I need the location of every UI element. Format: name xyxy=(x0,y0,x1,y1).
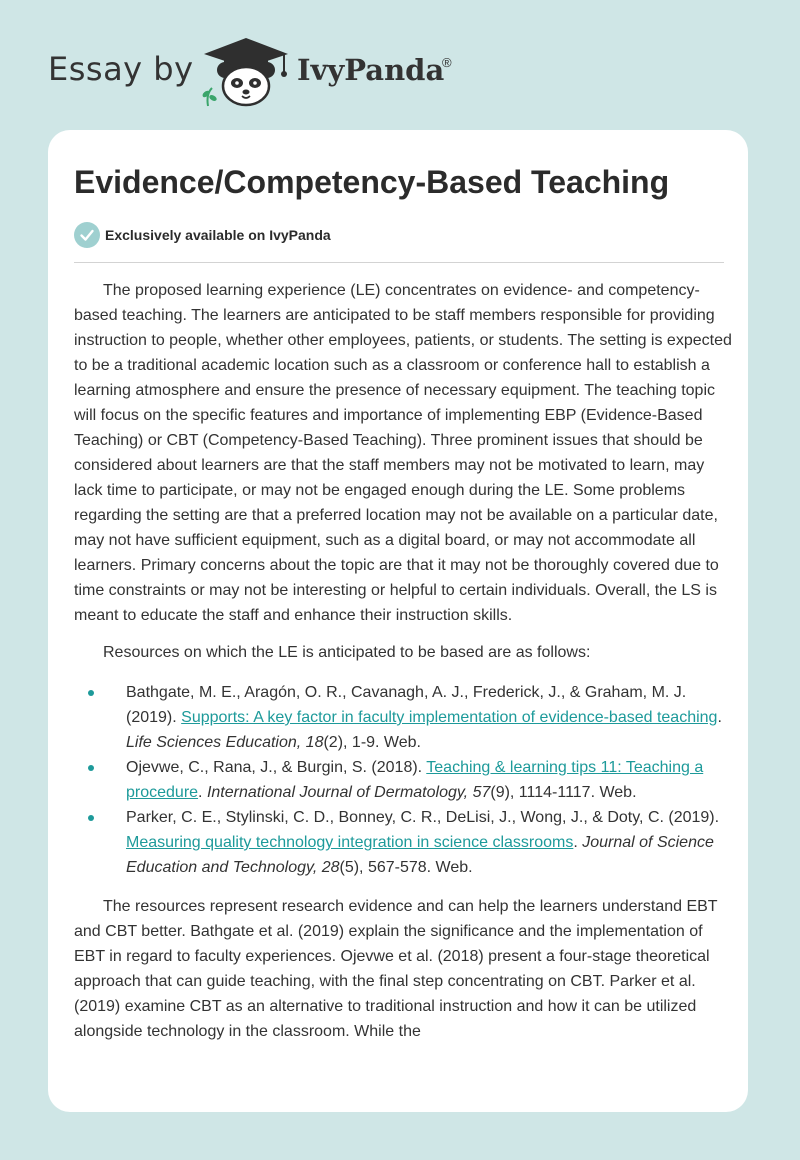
badge-text: Exclusively available on IvyPanda xyxy=(105,227,331,243)
reference-journal: Journal of Science Education and Technology, 28 xyxy=(126,834,714,876)
bullet-icon xyxy=(88,815,94,821)
brand-prefix: Essay by xyxy=(48,50,194,88)
bullet-icon xyxy=(88,690,94,696)
brand-name[interactable]: IvyPanda xyxy=(297,53,445,87)
reference-item xyxy=(74,755,734,805)
registered-mark: ® xyxy=(442,55,452,70)
reference-item xyxy=(74,805,734,880)
divider xyxy=(74,262,724,263)
reference-journal: International Journal of Dermatology, 57 xyxy=(206,784,491,801)
reference-authors: Ojevwe, C., Rana, J., & Burgin, S. (2018). xyxy=(126,759,427,776)
reference-details: (9), 1114-1117. Web. xyxy=(490,784,637,801)
reference-details: (5), 567-578. Web. xyxy=(339,859,473,876)
essay-card xyxy=(48,130,748,1112)
reference-link[interactable]: Measuring quality technology integration in science classrooms xyxy=(126,834,574,851)
site-header xyxy=(0,0,800,130)
reference-journal: Life Sciences Education, 18 xyxy=(126,734,324,751)
check-icon xyxy=(74,222,100,248)
reference-authors: Bathgate, M. E., Aragón, O. R., Cavanagh, A. J., Frederick, J., & Graham, M. J. (2019). xyxy=(126,684,687,726)
reference-punctuation: . xyxy=(717,709,722,726)
bullet-icon xyxy=(88,765,94,771)
reference-punctuation: . xyxy=(198,784,207,801)
reference-punctuation: . xyxy=(573,834,583,851)
paragraph-intro: The proposed learning experience (LE) concentrates on evidence- and competency-based teaching. The learners are anticipated to be staff members responsible for providing instruction to people, whether other employees, patients, or students. The setting is expected to be a traditional academic location such as a classroom or conference hall to establish a learning atmosphere and ensure the presence of necessary equipment. The teaching topic will focus on the specific features and importance of implementing EBP (Evidence-Based Teaching) or CBT (Competency-Based Teaching). Three prominent issues that should be considered about learners are that the staff members may not be motivated to learn, may lack time to participate, or may not be engaged enough during the LE. Some problems regarding the setting are that a preferred location may not be available on a particular date, may not have sufficient equipment, such as a digital board, or may not accommodate all learners. Primary concerns about the topic are that it may not be thoroughly covered due to time constraints or may not be interesting or helpful to certain individuals. Overall, the LS is meant to educate the staff and enhance their instruction skills. xyxy=(74,282,732,624)
reference-authors: Parker, C. E., Stylinski, C. D., Bonney, C. R., DeLisi, J., Wong, J., & Doty, C. (2019). xyxy=(126,809,720,826)
paragraph-resources-intro: Resources on which the LE is anticipated to be based are as follows: xyxy=(103,644,591,661)
reference-list xyxy=(74,680,734,880)
reference-link[interactable]: Supports: A key factor in faculty implementation of evidence-based teaching xyxy=(181,709,718,726)
reference-details: (2), 1-9. Web. xyxy=(323,734,421,751)
paragraph-discussion: The resources represent research evidence and can help the learners understand EBT and CBT better. Bathgate et al. (2019) explain the significance and the implementation of EBT in regard to faculty experiences. Ojevwe et al. (2018) present a four-stage theoretical approach that can guide teaching, with the final step concentrating on CBT. Parker et al. (2019) examine CBT as an alternative to traditional instruction and how it can be utilized alongside technology in the classroom. While the xyxy=(74,898,718,1040)
panda-graduate-icon[interactable] xyxy=(200,36,292,113)
essay-body xyxy=(74,278,734,1044)
reference-link[interactable]: Teaching & learning tips 11: Teaching a procedure xyxy=(126,759,704,801)
page-title: Evidence/Competency-Based Teaching xyxy=(74,164,670,200)
reference-item xyxy=(74,680,734,755)
